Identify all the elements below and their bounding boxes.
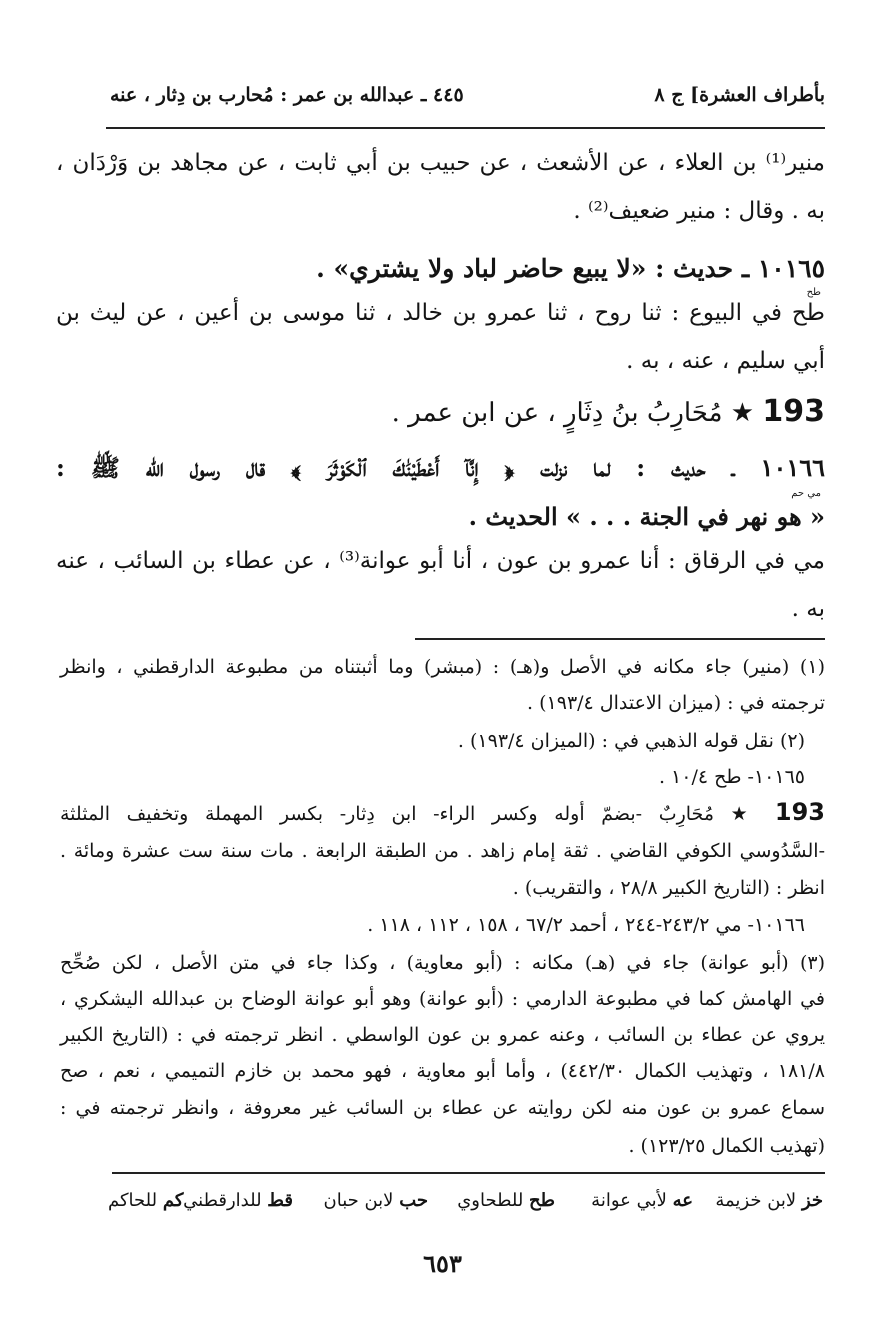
body-line: طح في البيوع : ثنا روح ، ثنا عمرو بن خالد ، ثنا موسى بن أعين ، عن ليث بن <box>56 300 825 326</box>
abbreviation-item: قط للدارقطني <box>183 1190 293 1211</box>
footnote-line: ١٠١٦٥- طح ١٠/٤ . <box>658 766 805 788</box>
hadith-10165-heading: ١٠١٦٥ ـ حديث : «لا يبيع حاضر لباد ولا يشتري» . <box>316 254 825 283</box>
body-line: « هو نهر في الجنة . . . » الحديث . <box>468 502 825 531</box>
footnote-text: مُحَارِبٌ -بضمّ أوله وكسر الراء- ابن دِثار- بكسر المهملة وتخفيف المثلثة <box>60 803 714 825</box>
narrator-193-heading <box>392 394 825 429</box>
abbreviation-item: كم للحاكم <box>108 1190 184 1211</box>
source-mark: طح <box>806 287 821 298</box>
hadith-10166-heading: ١٠١٦٦ ـ حديث : لما نزلت ﴿ إِنَّآ أَعْطَيْنَٰكَ ٱلْكَوْثَرَ ﴾ قال رسول الله ﷺ : <box>56 453 825 482</box>
star-icon: ★ <box>730 398 755 428</box>
body-line: أبي سليم ، عنه ، به . <box>626 348 825 374</box>
running-header <box>110 84 825 116</box>
footnote-line: ١٨١/٨ ، وتهذيب الكمال ٤٤٢/٣٠) ، وأما أبو معاوية ، فهو محمد بن خازم التميمي ، نعم ، صح <box>60 1060 825 1082</box>
abbreviations-legend <box>108 1190 823 1220</box>
footnote-line: (تهذيب الكمال ١٢٣/٢٥) . <box>628 1135 825 1157</box>
footnote-line: (٣) (أبو عوانة) جاء في (هـ) مكانه : (أبو معاوية) ، وكذا جاء في متن الأصل ، لكن صُحِّح <box>60 952 825 974</box>
abbreviation-item: طح للطحاوي <box>457 1190 555 1211</box>
footnote-line: (١) (منير) جاء مكانه في الأصل و(هـ) : (مبشر) وما أثبتناه من مطبوعة الدارقطني ، وانظر <box>60 656 825 678</box>
footnote-line: سماع عمرو بن عون منه لكن روايته عن عطاء بن السائب غير معروفة ، وانظر ترجمته في : <box>60 1097 825 1119</box>
abbreviation-item: عه لأبي عوانة <box>591 1190 693 1211</box>
footnote-line: يروي عن عطاء بن السائب ، وعنه عمرو بن عون الواسطي . انظر ترجمته في : (التاريخ الكبير <box>60 1024 825 1046</box>
page-number: ٦٥٣ <box>423 1249 462 1278</box>
narrator-name: مُحَارِبُ بنُ دِثَارٍ ، عن ابن عمر . <box>391 398 723 428</box>
body-line: مي في الرقاق : أنا عمرو بن عون ، أنا أبو عوانة⁽³⁾ ، عن عطاء بن السائب ، عنه <box>56 548 826 574</box>
source-mark: مي حم <box>791 488 821 499</box>
body-line: منير⁽¹⁾ بن العلاء ، عن الأشعث ، عن حبيب بن أبي ثابت ، عن مجاهد بن وَرْدَان ، <box>56 150 825 176</box>
narrator-number: 193 <box>774 798 825 826</box>
body-line: به . <box>791 596 825 622</box>
abbreviation-item: حب لابن حبان <box>323 1190 428 1211</box>
body-line: به . وقال : منير ضعيف⁽²⁾ . <box>573 198 825 224</box>
star-icon: ★ <box>730 803 759 825</box>
abbreviation-item: خز لابن خزيمة <box>715 1190 823 1211</box>
footnote-separator <box>415 638 825 640</box>
narrator-number: 193 <box>762 394 825 429</box>
footnote-line: ترجمته في : (ميزان الاعتدال ١٩٣/٤) . <box>527 692 825 714</box>
abbreviations-rule <box>112 1172 825 1174</box>
footnote-narrator-193 <box>60 798 825 826</box>
header-book-title: بأطراف العشرة] ج ٨ <box>654 84 825 106</box>
footnote-line: ١٠١٦٦- مي ٢٤٣/٢-٢٤٤ ، أحمد ٦٧/٢ ، ١٥٨ ، ١١٢ ، ١١٨ . <box>367 914 805 936</box>
header-rule <box>106 127 825 129</box>
footnote-line: (٢) نقل قوله الذهبي في : (الميزان ١٩٣/٤) . <box>457 730 805 752</box>
footnote-line: -السَّدُوسي الكوفي القاضي . ثقة إمام زاهد . من الطبقة الرابعة . مات سنة ست عشرة ومائة . <box>60 840 825 862</box>
header-section-title: ٤٤٥ ـ عبدالله بن عمر : مُحارب بن دِثار ، عنه <box>110 84 464 106</box>
footnote-line: انظر : (التاريخ الكبير ٢٨/٨ ، والتقريب) . <box>512 877 825 899</box>
footnote-line: في الهامش كما في مطبوعة الدارمي : (أبو عوانة) وهو أبو عوانة الوضاح بن عبدالله اليشكري ، <box>60 988 825 1010</box>
